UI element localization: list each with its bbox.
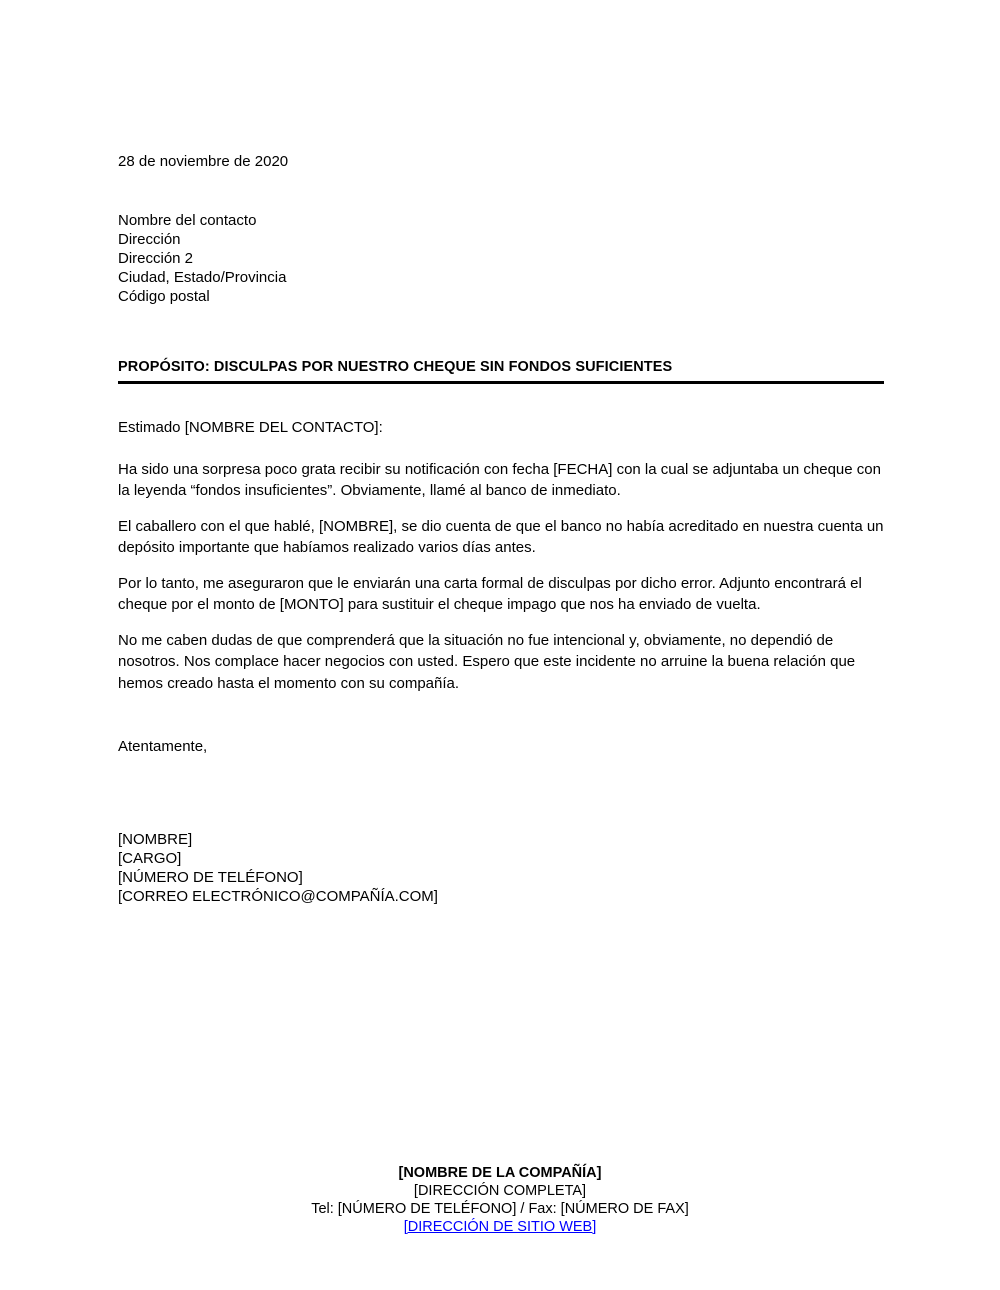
recipient-name: Nombre del contacto — [118, 212, 257, 229]
footer-website-link[interactable]: [DIRECCIÓN DE SITIO WEB] — [403, 1219, 597, 1235]
recipient-city-state: Ciudad, Estado/Provincia — [118, 269, 287, 286]
signature-title: [CARGO] — [118, 850, 182, 867]
recipient-address-line-1: Dirección — [118, 231, 181, 248]
letter-body — [118, 417, 886, 708]
footer-company-name: [NOMBRE DE LA COMPAÑÍA] — [398, 1165, 602, 1181]
subject-divider-rule — [118, 381, 884, 384]
body-paragraph-3: Por lo tanto, me aseguraron que le enviarán una carta formal de disculpas por dicho error. Adjunto encontrará el cheque por el monto de [MONTO] para sustituir el cheque impago que nos ha enviado de vuelta. — [118, 574, 862, 613]
body-paragraph-1: Ha sido una sorpresa poco grata recibir su notificación con fecha [FECHA] con la cual se adjuntaba un cheque con la leyenda “fondos insuficientes”. Obviamente, llamé al banco de inmediato. — [118, 460, 881, 499]
recipient-postal-code: Código postal — [118, 288, 210, 305]
signature-block — [118, 830, 438, 906]
body-greeting: Estimado [NOMBRE DEL CONTACTO]: — [118, 419, 383, 436]
body-paragraph-4: No me caben dudas de que comprenderá que la situación no fue intencional y, obviamente, no dependió de nosotros. Nos complace hacer negocios con usted. Espero que este incidente no arruine la buena relación que hemos creado hasta el momento con su compañía. — [118, 631, 856, 692]
recipient-address-line-2: Dirección 2 — [118, 250, 194, 267]
letter-date-block — [118, 152, 288, 171]
signature-email: [CORREO ELECTRÓNICO@COMPAÑÍA.COM] — [118, 888, 438, 905]
recipient-address-block — [118, 211, 286, 306]
body-paragraph-2: El caballero con el que hablé, [NOMBRE], se dio cuenta de que el banco no había acreditado en nuestra cuenta un depósito importante que habíamos realizado varios días antes. — [118, 517, 884, 556]
subject-block — [118, 359, 884, 384]
signature-phone: [NÚMERO DE TELÉFONO] — [118, 869, 303, 886]
subject-line: PROPÓSITO: DISCULPAS POR NUESTRO CHEQUE SIN FONDOS SUFICIENTES — [118, 359, 673, 375]
page-footer — [0, 1164, 1000, 1236]
signature-name: [NOMBRE] — [118, 831, 193, 848]
footer-phone-fax: Tel: [NÚMERO DE TELÉFONO] / Fax: [NÚMERO DE FAX] — [311, 1201, 689, 1217]
body-closing: Atentamente, — [118, 738, 208, 755]
footer-address: [DIRECCIÓN COMPLETA] — [413, 1183, 587, 1199]
letter-date: 28 de noviembre de 2020 — [118, 153, 289, 170]
